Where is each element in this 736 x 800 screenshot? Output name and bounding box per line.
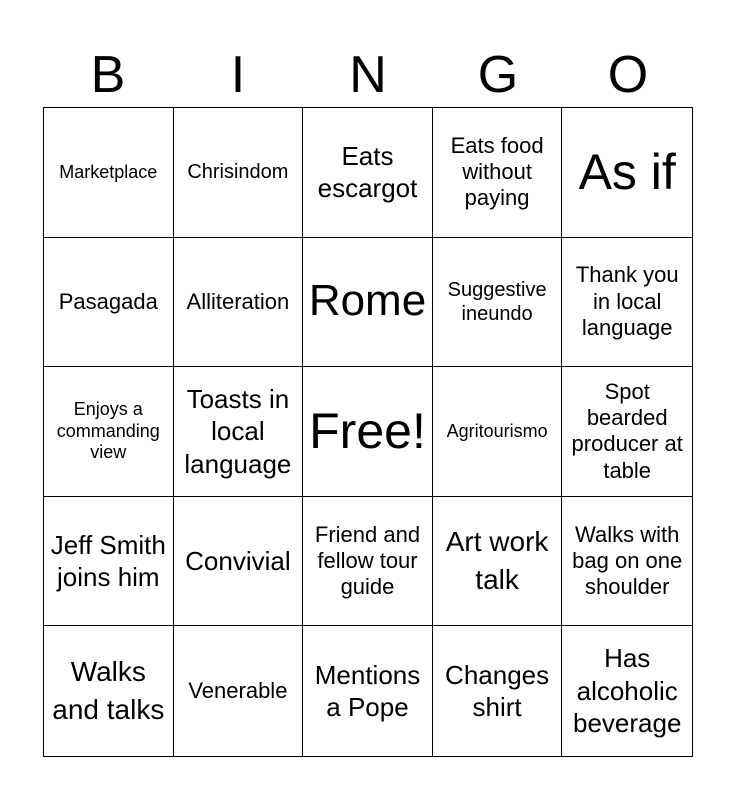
cell-text: Venerable [188,678,288,703]
header-letter-n: N [349,46,387,104]
header-letter-i: I [230,46,246,104]
bingo-cell[interactable] [303,108,433,238]
cell-text: Walks with bag on one shoulder [572,521,683,600]
bingo-cell[interactable] [562,626,692,756]
bingo-cell[interactable] [44,626,174,756]
cell-text: Walks and talks [52,656,165,726]
bingo-cell[interactable] [44,238,174,368]
cell-text: Thank you in local language [575,262,679,341]
bingo-cell[interactable] [174,108,304,238]
cell-text: Spot bearded producer at table [571,378,683,483]
bingo-cell[interactable] [303,626,433,756]
bingo-cell[interactable] [174,497,304,627]
bingo-cell[interactable] [562,497,692,627]
bingo-cell[interactable] [174,238,304,368]
bingo-cell[interactable] [433,367,563,497]
header-letter-o: O [607,46,649,104]
cell-text: Marketplace [59,161,158,182]
bingo-cell[interactable] [433,238,563,368]
header-letter-b: B [90,46,126,104]
cell-text: Eats food without paying [450,132,544,211]
cell-text: Friend and fellow tour guide [314,521,421,600]
cell-text: Jeff Smith joins him [50,529,166,593]
cell-text: Convivial [185,545,291,576]
cell-text: Free! [309,403,426,460]
cell-text: Toasts in local language [184,383,292,479]
cell-text: Suggestive ineundo [447,278,547,325]
cell-text: Chrisindom [187,161,289,184]
bingo-cell[interactable] [174,626,304,756]
cell-text: Art work talk [445,526,549,596]
cell-text: Agritourismo [446,420,548,441]
bingo-cell[interactable] [562,238,692,368]
cell-text: Mentions a Pope [314,659,421,723]
bingo-cell[interactable] [562,108,692,238]
bingo-cell[interactable] [44,497,174,627]
header-letter-g: G [477,46,519,104]
bingo-cell[interactable] [44,108,174,238]
bingo-cell[interactable] [433,626,563,756]
cell-text: Pasagada [58,288,158,314]
cell-text: As if [578,144,676,201]
free-space-cell[interactable] [303,367,433,497]
bingo-cell[interactable] [303,238,433,368]
bingo-cell[interactable] [44,367,174,497]
cell-text: Eats escargot [317,140,418,204]
bingo-cell[interactable] [433,108,563,238]
bingo-grid [43,107,693,757]
cell-text: Enjoys a commanding view [56,399,160,463]
bingo-cell[interactable] [303,497,433,627]
bingo-header [43,44,693,106]
cell-text: Changes shirt [445,659,550,723]
bingo-cell[interactable] [174,367,304,497]
bingo-cell[interactable] [562,367,692,497]
cell-text: Rome [308,276,427,326]
bingo-cell[interactable] [433,497,563,627]
cell-text: Has alcoholic beverage [572,643,682,739]
cell-text: Alliteration [186,288,290,314]
